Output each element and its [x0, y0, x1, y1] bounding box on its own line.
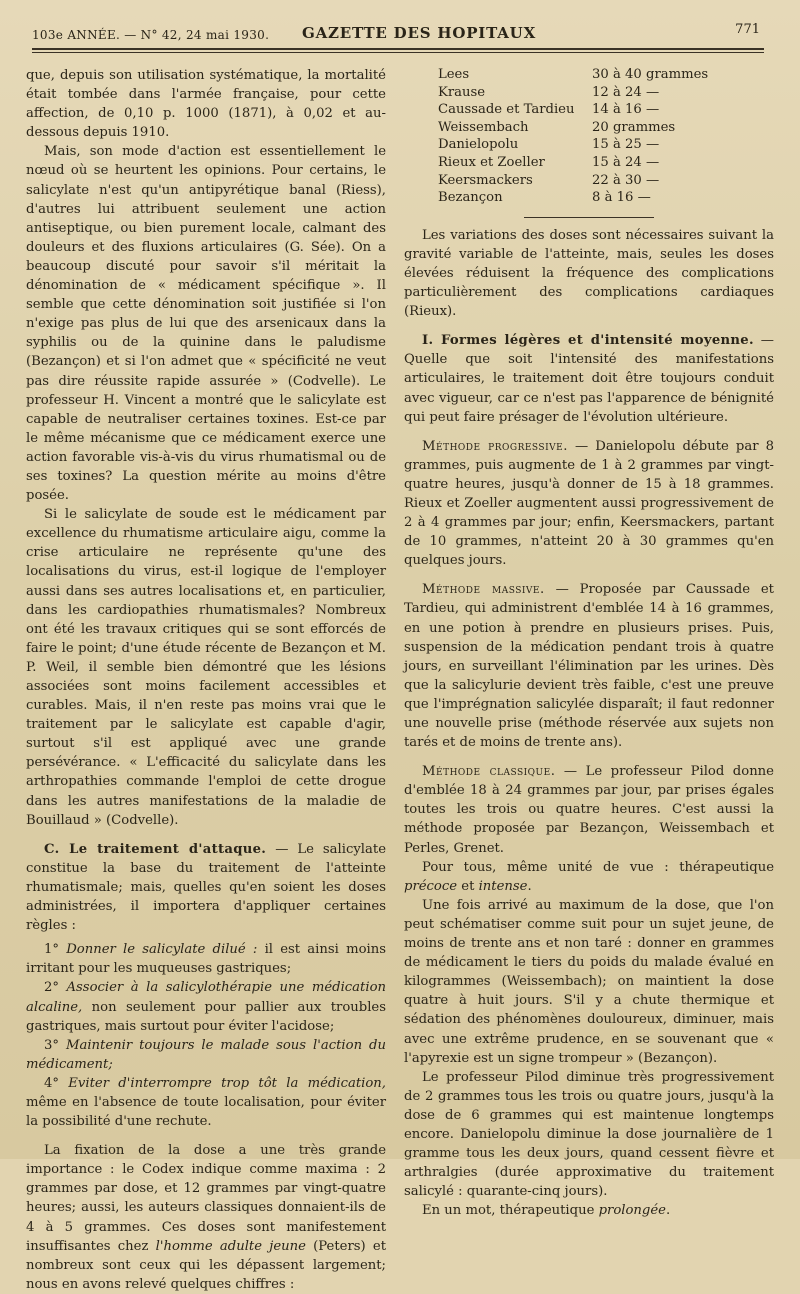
method-classique-heading: Méthode classique.	[422, 764, 556, 780]
dose-value: 20 grammes	[592, 119, 676, 135]
paragraph-maximum-dose: Une fois arrivé au maximum de la dose, que l'on peut schématiser comme suit pour un sujet jeune, de moins de trente ans et non taré : donner en grammes de médicament le tiers du poids du malade évalué en kilogrammes (Weissembach); on maintient la dose quatre à huit jours. S'il y a chute thermique et sédation des phénomènes douloureux, diminuer, mais avec une extrême prudence, en se souvenant que « l'apyrexie est un signe trompeur » (Bezançon).	[404, 897, 774, 1066]
paragraph-mortality: que, depuis son utilisation systématique, la mortalité était tombée dans l'armée française, pour cette affection, de 0,10 p. 1000 (1871), à 0,02 et au-dessous depuis 1910.	[26, 68, 386, 141]
dose-value: 15 à 25 —	[592, 137, 660, 153]
right-column	[404, 66, 774, 1294]
text-columns	[26, 66, 774, 1294]
spacer	[404, 752, 774, 762]
method-classique-paragraph	[404, 762, 774, 857]
section-c-text: — Le salicylate constitue la base du traitement de l'atteinte rhumatismale; mais, quelles qu'en soient les doses administrées, il importera d'appliquer certaines règles :	[26, 841, 386, 934]
rule-number: 2°	[44, 980, 59, 996]
spacer	[26, 1131, 386, 1141]
rule-1	[26, 940, 386, 978]
dose-value: 30 à 40 grammes	[592, 67, 709, 82]
text-run: Pour tous, même unité de vue : thérapeutique	[422, 859, 774, 875]
text-run: .	[665, 1203, 671, 1219]
method-progressive-paragraph	[404, 437, 774, 571]
rule-text: même en l'absence de toute localisation, pour éviter la possibilité d'une rechute.	[26, 1094, 386, 1130]
dose-author: Caussade et Tardieu	[438, 102, 575, 118]
rule-emphasis: Maintenir toujours le malade sous l'action du médicament;	[26, 1037, 386, 1072]
method-classique-text: — Le professeur Pilod donne d'emblée 18 à 24 grammes par jour, par prises égales toutes les trois ou quatre heures. C'est aussi la méthode proposée par Bezançon, Weissembach et Perles, Grenet.	[404, 764, 774, 856]
dose-row	[438, 101, 708, 119]
rule-number: 3°	[44, 1037, 59, 1053]
dose-text: (Peters) et nombreux sont ceux qui les dépassent largement; nous en avons relevé quelques chiffres :	[26, 1238, 386, 1292]
page-header	[32, 18, 764, 50]
dose-emphasis: l'homme adulte jeune	[155, 1238, 306, 1254]
dose-value: 15 à 24 —	[592, 154, 660, 170]
journal-title: GAZETTE DES HOPITAUX	[302, 24, 537, 42]
text-run: et	[457, 878, 479, 894]
rule-text: non seulement pour pallier aux troubles gastriques, mais surtout pour éviter l'acidose;	[26, 999, 386, 1034]
rule-4	[26, 1074, 386, 1131]
issue-info: 103e ANNÉE. — N° 42, 24 mai 1930.	[32, 28, 270, 42]
dose-author: Weissembach	[438, 119, 529, 135]
dose-text: La fixation de la dose a une très grande importance : le Codex indique comme maxima : 2 grammes par dose, et 12 grammes par vingt-quatre heures; aussi, les auteurs classiques donnaient-ils de 4 à 5 grammes. Ces doses sont manifestement insuffisantes chez	[26, 1143, 386, 1254]
rule-2	[26, 978, 386, 1035]
dose-author: Lees	[438, 67, 470, 82]
paragraph-mode-action: Mais, son mode d'action est essentiellement le nœud où se heurtent les opinions. Pour certains, le salicylate n'est qu'un antipyrétique banal (Riess), d'autres lui attribuent seulement une action antiseptique, ou bien purement locale, calmant des douleurs et des fluxions articulaires (G. Sée). On a beaucoup discuté pour savoir s'il méritait la dénomination de « médicament spécifique ». Il semble que cette dénomination soit justifiée si l'on n'exige pas plus de lui que des arsenicaux dans la syphilis ou de la quinine dans le paludisme (Bezançon) et si l'on admet que « spécificité ne veut pas dire réussite rapide assurée » (Codvelle). Le professeur H. Vincent a montré que le salicylate est capable de neutraliser certaines toxines. Est-ce par le même mécanisme que ce médicament exerce une action favorable vis-à-vis du virus rhumatismal ou de ses toxines? La question mérite au moins d'être posée.	[26, 144, 386, 504]
rule-text: il est ainsi moins irritant pour les muqueuses gastriques;	[26, 942, 386, 977]
dose-row	[438, 66, 708, 84]
spacer	[404, 570, 774, 580]
forms-paragraph	[404, 331, 774, 426]
separator-rule	[524, 217, 654, 218]
dose-row	[438, 189, 708, 207]
spacer	[26, 830, 386, 840]
section-c-paragraph	[26, 840, 386, 935]
method-progressive-text: — Danielopolu débute par 8 grammes, puis augmente de 1 à 2 grammes par vingt-quatre heures, jusqu'à donner de 15 à 18 grammes. Rieux et Zoeller augmentent aussi progressivement de 2 à 4 grammes par jour; enfin, Keersmackers, partant de 10 grammes, n'atteint 20 à 30 grammes qu'en quelques jours.	[404, 438, 774, 569]
paragraph-dose-variations: Les variations des doses sont nécessaires suivant la gravité variable de l'atteinte, mais, seules les doses élevées réduisent la fréquence des complications particulièrement des complications cardiaques (Rieux).	[404, 227, 774, 320]
rule-emphasis: Eviter d'interrompre trop tôt la médication,	[68, 1075, 386, 1091]
rule-emphasis: Associer à la salicylothérapie une médication alcaline,	[26, 980, 386, 1015]
dose-author: Bezançon	[438, 190, 503, 206]
rule-emphasis: Donner le salicylate dilué :	[66, 942, 258, 958]
rule-3	[26, 1036, 386, 1074]
dose-row	[438, 154, 708, 172]
forms-heading: I. Formes légères et d'intensité moyenne.	[422, 333, 754, 349]
page-number: 771	[735, 22, 760, 37]
emphasis-prolongee: prolongée	[598, 1203, 666, 1219]
forms-text: — Quelle que soit l'intensité des manifestations articulaires, le traitement doit être toujours conduit avec vigueur, car ce n'est pas l'apparence de bénignité qui peut faire présager de l'évolution ultérieure.	[404, 333, 774, 425]
spacer	[404, 321, 774, 331]
paragraph-dose-fixation	[26, 1141, 386, 1294]
rule-number: 1°	[44, 942, 59, 958]
dose-row	[438, 136, 708, 154]
dose-value: 22 à 30 —	[592, 172, 660, 188]
dose-row	[438, 119, 708, 137]
method-progressive-heading: Méthode progressive.	[422, 438, 568, 454]
dose-author: Rieux et Zoeller	[438, 154, 545, 170]
dose-row	[438, 172, 708, 190]
dose-author: Keersmackers	[438, 172, 533, 188]
paragraph-en-un-mot	[404, 1201, 774, 1220]
spacer	[404, 427, 774, 437]
method-massive-text: — Proposée par Caussade et Tardieu, qui administrent d'emblée 14 à 16 grammes, en une potion à prendre en plusieurs prises. Puis, suspension de la médication pendant trois à quatre jours, en surveillant l'élimination par les urines. Dès que la salicylurie devient très faible, c'est une preuve que l'imprégnation salicylée disparaît; il faut redonner une nouvelle prise (méthode réservée aux sujets non tarés et de moins de trente ans).	[404, 582, 774, 751]
dose-row	[438, 84, 708, 102]
paragraph-salicylate-excellence: Si le salicylate de soude est le médicament par excellence du rhumatisme articulaire aigu, comme la crise articulaire ne représente qu'une des localisations du virus, est-il logique de l'employer aussi dans ses autres localisations et, en particulier, dans les cardiopathies rhumatismales? Nombreux ont été les travaux critiques qui se sont efforcés de faire le point; d'une étude récente de Bezançon et M. P. Weil, il semble bien démontré que les lésions associées sont moins facilement accessibles et curables. Mais, il n'en reste pas moins vrai que le traitement par le salicylate est capable d'agir, surtout s'il est appliqué avec une grande persévérance. « L'efficacité du salicylate dans les arthropathies commande l'emploi de cette drogue dans les autres manifestations de la maladie de Bouillaud » (Codvelle).	[26, 507, 386, 828]
method-massive-heading: Méthode massive.	[422, 582, 545, 598]
emphasis-intense: intense	[478, 878, 528, 894]
method-massive-paragraph	[404, 580, 774, 752]
paragraph-pilod: Le professeur Pilod diminue très progressivement de 2 grammes tous les trois ou quatre jours, jusqu'à la dose de 6 grammes qui est maintenue longtemps encore. Danielopolu diminue la dose journalière de 1 gramme tous les deux jours, quand cessent fièvre et arthralgies (durée approximative du traitement salicylé : quarante-cinq jours).	[404, 1069, 774, 1200]
section-c-heading: C. Le traitement d'attaque.	[44, 841, 267, 857]
dose-value: 12 à 24 —	[592, 84, 660, 100]
dose-author: Krause	[438, 84, 486, 100]
dose-table	[438, 66, 708, 207]
left-column	[26, 66, 386, 1294]
text-run: .	[527, 878, 532, 894]
dose-author: Danielopolu	[438, 137, 519, 153]
dose-value: 8 à 16 —	[592, 190, 651, 206]
emphasis-precoce: précoce	[404, 878, 458, 894]
text-run: En un mot, thérapeutique	[422, 1203, 599, 1219]
dose-table-body	[438, 66, 708, 207]
paragraph-pour-tous	[404, 858, 774, 896]
rule-number: 4°	[44, 1075, 59, 1091]
dose-value: 14 à 16 —	[592, 102, 660, 118]
